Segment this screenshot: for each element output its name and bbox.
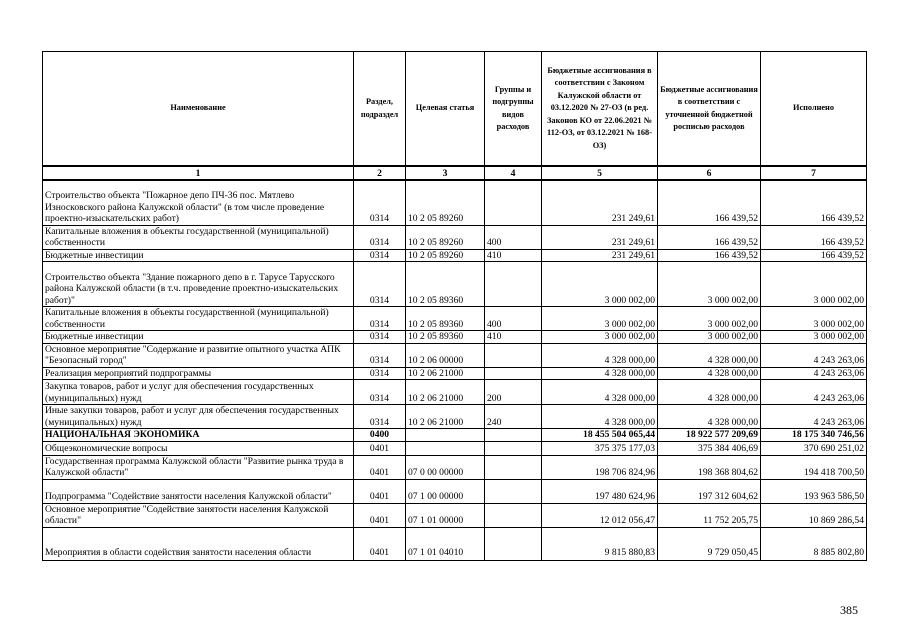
row-refined-amount: 197 312 604,62 <box>658 479 761 503</box>
row-refined-amount: 166 439,52 <box>658 249 761 262</box>
row-approved-amount: 4 328 000,00 <box>542 367 658 380</box>
row-refined-amount: 198 368 804,62 <box>658 455 761 479</box>
row-section: 0314 <box>354 405 406 429</box>
table-row <box>43 180 867 225</box>
row-expense-group: 400 <box>485 225 542 249</box>
row-section: 0314 <box>354 262 406 307</box>
row-expense-group: 200 <box>485 380 542 405</box>
row-executed-amount: 3 000 002,00 <box>761 307 867 331</box>
row-refined-amount: 3 000 002,00 <box>658 307 761 331</box>
row-approved-amount: 3 000 002,00 <box>542 262 658 307</box>
row-refined-amount: 4 328 000,00 <box>658 380 761 405</box>
row-section: 0314 <box>354 249 406 262</box>
row-name: Строительство объекта "Пожарное депо ПЧ-36 пос. Мятлево Износковского района Калужской области" (в том числе проведение проектно-изыскательских работ) <box>43 180 354 225</box>
row-section: 0401 <box>354 441 406 455</box>
row-target-article: 07 0 00 00000 <box>406 455 485 479</box>
row-name: Основное мероприятие "Содействие занятости населения Калужской области" <box>43 503 354 527</box>
row-target-article: 10 2 05 89260 <box>406 249 485 262</box>
row-approved-amount: 3 000 002,00 <box>542 331 658 344</box>
row-executed-amount: 4 243 263,06 <box>761 343 867 367</box>
row-target-article <box>406 429 485 442</box>
row-approved-amount: 4 328 000,00 <box>542 405 658 429</box>
table-row <box>43 307 867 331</box>
column-number: 6 <box>658 166 761 180</box>
row-target-article: 10 2 05 89260 <box>406 225 485 249</box>
row-target-article <box>406 441 485 455</box>
row-section: 0401 <box>354 503 406 527</box>
row-approved-amount: 18 455 504 065,44 <box>542 429 658 442</box>
row-refined-amount: 11 752 205,75 <box>658 503 761 527</box>
row-expense-group <box>485 367 542 380</box>
table-row <box>43 527 867 560</box>
row-section: 0401 <box>354 455 406 479</box>
row-approved-amount: 3 000 002,00 <box>542 307 658 331</box>
row-target-article: 10 2 05 89360 <box>406 307 485 331</box>
row-approved-amount: 231 249,61 <box>542 225 658 249</box>
row-executed-amount: 4 243 263,06 <box>761 380 867 405</box>
header-target-article: Целевая статья <box>406 52 485 167</box>
row-section: 0314 <box>354 367 406 380</box>
row-expense-group <box>485 429 542 442</box>
row-target-article: 10 2 05 89260 <box>406 180 485 225</box>
row-name: Государственная программа Калужской области "Развитие рынка труда в Калужской области" <box>43 455 354 479</box>
table-row <box>43 262 867 307</box>
table-row <box>43 343 867 367</box>
row-expense-group <box>485 441 542 455</box>
row-target-article: 10 2 06 21000 <box>406 380 485 405</box>
row-executed-amount: 193 963 586,50 <box>761 479 867 503</box>
row-executed-amount: 4 243 263,06 <box>761 367 867 380</box>
row-refined-amount: 375 384 406,69 <box>658 441 761 455</box>
row-expense-group: 240 <box>485 405 542 429</box>
row-target-article: 10 2 06 21000 <box>406 367 485 380</box>
row-expense-group: 400 <box>485 307 542 331</box>
row-refined-amount: 3 000 002,00 <box>658 262 761 307</box>
row-approved-amount: 375 375 177,03 <box>542 441 658 455</box>
row-approved-amount: 4 328 000,00 <box>542 380 658 405</box>
row-target-article: 07 1 00 00000 <box>406 479 485 503</box>
header-row <box>43 52 867 167</box>
row-section: 0314 <box>354 380 406 405</box>
row-expense-group <box>485 503 542 527</box>
row-executed-amount: 18 175 340 746,56 <box>761 429 867 442</box>
row-section: 0400 <box>354 429 406 442</box>
row-refined-amount: 4 328 000,00 <box>658 367 761 380</box>
table-row <box>43 405 867 429</box>
row-executed-amount: 194 418 700,50 <box>761 455 867 479</box>
row-name: Строительство объекта "Здание пожарного депо в г. Тарусе Тарусского района Калужской области (в т.ч. проведение проектно-изыскательских работ)" <box>43 262 354 307</box>
row-approved-amount: 9 815 880,83 <box>542 527 658 560</box>
row-refined-amount: 166 439,52 <box>658 180 761 225</box>
row-refined-amount: 4 328 000,00 <box>658 343 761 367</box>
row-executed-amount: 8 885 802,80 <box>761 527 867 560</box>
row-expense-group <box>485 262 542 307</box>
table-row <box>43 441 867 455</box>
budget-table <box>42 51 867 561</box>
row-name: Закупка товаров, работ и услуг для обеспечения государственных (муниципальных) нужд <box>43 380 354 405</box>
row-expense-group <box>485 527 542 560</box>
row-target-article: 10 2 05 89360 <box>406 262 485 307</box>
row-expense-group <box>485 479 542 503</box>
table-row <box>43 479 867 503</box>
row-name: НАЦИОНАЛЬНАЯ ЭКОНОМИКА <box>43 429 354 442</box>
row-approved-amount: 231 249,61 <box>542 180 658 225</box>
row-approved-amount: 231 249,61 <box>542 249 658 262</box>
row-executed-amount: 166 439,52 <box>761 180 867 225</box>
row-approved-amount: 4 328 000,00 <box>542 343 658 367</box>
header-approved-allocations: Бюджетные ассигнования в соответствии с Законом Калужской области от 03.12.2020 № 27-ОЗ (в ред. Законов КО от 22.06.2021 № 112-ОЗ, от 03.12.2021 № 168-ОЗ) <box>542 52 658 167</box>
row-refined-amount: 166 439,52 <box>658 225 761 249</box>
row-expense-group <box>485 455 542 479</box>
row-target-article: 10 2 06 00000 <box>406 343 485 367</box>
row-refined-amount: 9 729 050,45 <box>658 527 761 560</box>
column-number: 1 <box>43 166 354 180</box>
row-name: Общеэкономические вопросы <box>43 441 354 455</box>
column-number: 3 <box>406 166 485 180</box>
row-executed-amount: 166 439,52 <box>761 249 867 262</box>
row-name: Подпрограмма "Содействие занятости населения Калужской области" <box>43 479 354 503</box>
column-number: 2 <box>354 166 406 180</box>
column-number: 5 <box>542 166 658 180</box>
table-row <box>43 380 867 405</box>
row-executed-amount: 10 869 286,54 <box>761 503 867 527</box>
row-section: 0401 <box>354 479 406 503</box>
table-row <box>43 503 867 527</box>
row-section: 0314 <box>354 331 406 344</box>
row-executed-amount: 3 000 002,00 <box>761 262 867 307</box>
row-executed-amount: 166 439,52 <box>761 225 867 249</box>
row-refined-amount: 3 000 002,00 <box>658 331 761 344</box>
row-target-article: 07 1 01 00000 <box>406 503 485 527</box>
row-executed-amount: 3 000 002,00 <box>761 331 867 344</box>
header-expense-groups: Группы и подгруппы видов расходов <box>485 52 542 167</box>
column-number: 7 <box>761 166 867 180</box>
table-row <box>43 367 867 380</box>
row-target-article: 10 2 06 21000 <box>406 405 485 429</box>
row-expense-group <box>485 343 542 367</box>
row-target-article: 10 2 05 89360 <box>406 331 485 344</box>
row-name: Бюджетные инвестиции <box>43 331 354 344</box>
row-name: Капитальные вложения в объекты государственной (муниципальной) собственности <box>43 307 354 331</box>
column-number-row <box>43 166 867 180</box>
table-row <box>43 225 867 249</box>
header-section: Раздел, подраздел <box>354 52 406 167</box>
table-row <box>43 455 867 479</box>
row-executed-amount: 370 690 251,02 <box>761 441 867 455</box>
table-row <box>43 429 867 442</box>
row-name: Реализация мероприятий подпрограммы <box>43 367 354 380</box>
row-refined-amount: 18 922 577 209,69 <box>658 429 761 442</box>
row-name: Основное мероприятие "Содержание и развитие опытного участка АПК "Безопасный город" <box>43 343 354 367</box>
header-name: Наименование <box>43 52 354 167</box>
row-name: Иные закупки товаров, работ и услуг для обеспечения государственных (муниципальных) нужд <box>43 405 354 429</box>
row-name: Мероприятия в области содействия занятости населения области <box>43 527 354 560</box>
row-expense-group: 410 <box>485 249 542 262</box>
row-approved-amount: 198 706 824,96 <box>542 455 658 479</box>
row-section: 0401 <box>354 527 406 560</box>
row-approved-amount: 12 012 056,47 <box>542 503 658 527</box>
row-executed-amount: 4 243 263,06 <box>761 405 867 429</box>
row-name: Бюджетные инвестиции <box>43 249 354 262</box>
header-executed: Исполнено <box>761 52 867 167</box>
row-section: 0314 <box>354 180 406 225</box>
row-target-article: 07 1 01 04010 <box>406 527 485 560</box>
row-refined-amount: 4 328 000,00 <box>658 405 761 429</box>
row-name: Капитальные вложения в объекты государственной (муниципальной) собственности <box>43 225 354 249</box>
row-section: 0314 <box>354 225 406 249</box>
column-number: 4 <box>485 166 542 180</box>
header-refined-allocations: Бюджетные ассигнования в соответствии с уточненной бюджетной росписью расходов <box>658 52 761 167</box>
row-section: 0314 <box>354 307 406 331</box>
table-row <box>43 331 867 344</box>
page-number: 385 <box>840 603 858 617</box>
table-row <box>43 249 867 262</box>
table-body <box>43 180 867 560</box>
row-expense-group: 410 <box>485 331 542 344</box>
row-section: 0314 <box>354 343 406 367</box>
row-expense-group <box>485 180 542 225</box>
row-approved-amount: 197 480 624,96 <box>542 479 658 503</box>
